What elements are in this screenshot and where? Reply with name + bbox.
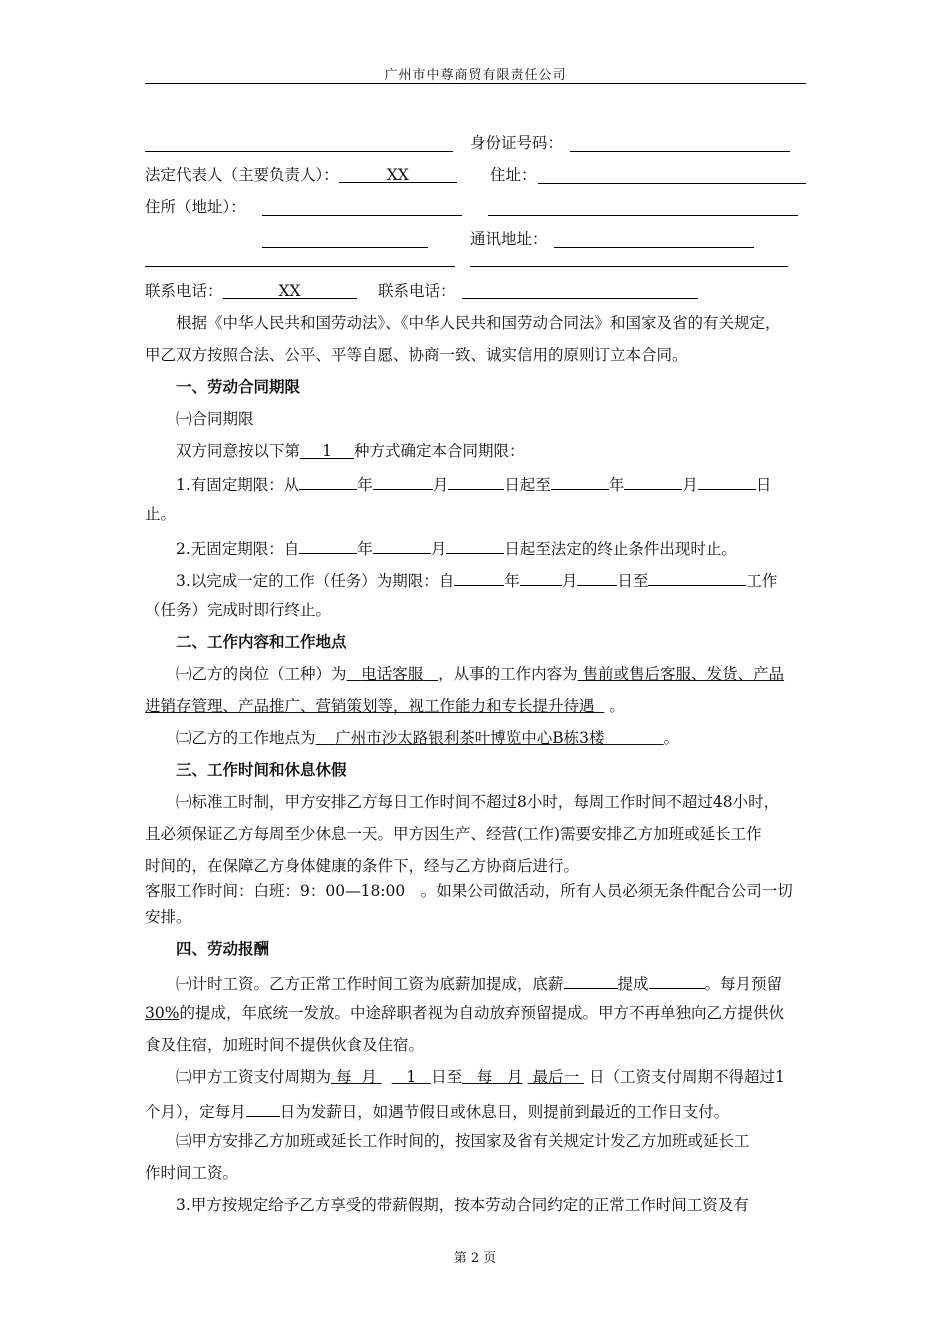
id-number-label: 身份证号码：: [470, 134, 564, 152]
pay-month: 月: [361, 1068, 377, 1086]
place-value: 广州市沙太路银利茶叶博览中心B栋3楼: [335, 729, 605, 747]
commission-field[interactable]: [649, 970, 705, 989]
fixed-from-year[interactable]: [299, 471, 357, 490]
blank-line-a[interactable]: [145, 266, 455, 267]
id-number-blank[interactable]: [570, 151, 790, 152]
pay-cycle-label: ㈡甲方工资支付周期为: [176, 1068, 332, 1086]
task-from-year[interactable]: [454, 567, 504, 586]
pay-cycle-tail: 日（工资支付周期不得超过1: [588, 1068, 785, 1086]
day-from-text: 日起至: [504, 476, 551, 494]
content-value-2: 进销存管理、产品推广、营销策划等，视工作能力和专长提升待遇: [145, 697, 595, 715]
fixed-to-year[interactable]: [551, 471, 609, 490]
task-from-month[interactable]: [520, 567, 562, 586]
month-text: 月: [561, 572, 578, 590]
content-row-2: [145, 695, 625, 717]
content-label: ，从事的工作内容为: [438, 665, 578, 683]
phone-field-a[interactable]: XX: [223, 280, 357, 299]
day-text: 日: [755, 476, 772, 494]
year-text: 年: [608, 476, 625, 494]
section1-title: 一、劳动合同期限: [176, 377, 301, 396]
page-number: 第 2 页: [453, 1251, 497, 1266]
legal-rep-label: 法定代表人（主要负责人）：: [145, 166, 339, 184]
domicile-label: 住所（地址）：: [145, 198, 246, 216]
domicile-blank[interactable]: [262, 215, 462, 216]
work-text: 工作: [746, 572, 778, 590]
wage-text-a: ㈠计时工资。乙方正常工作时间工资为底薪加提成，底薪: [176, 975, 564, 993]
mailing-address-label: 通讯地址：: [470, 230, 548, 248]
fixed-from-month[interactable]: [373, 471, 433, 490]
legal-rep-field[interactable]: XX: [339, 164, 457, 183]
section4-title: 四、劳动报酬: [176, 939, 270, 958]
payday-field[interactable]: [246, 1098, 280, 1117]
task-from-day[interactable]: [577, 567, 617, 586]
intro-line-1: 根据《中华人民共和国劳动法》、《中华人民共和国劳动合同法》和国家及省的有关规定，: [176, 314, 781, 332]
payday-row: [145, 1098, 729, 1123]
post-value: 电话客服: [361, 665, 424, 683]
day-to-text: 日至: [617, 572, 649, 590]
pay-cycle-last-field[interactable]: [528, 1068, 584, 1086]
hours-para-line-3: 时间的，在保障乙方身体健康的条件下，经与乙方协商后进行。: [145, 857, 580, 875]
pay-day-to: 日至: [431, 1068, 463, 1086]
domicile-blank-2[interactable]: [262, 247, 428, 248]
open-from-year[interactable]: [299, 535, 357, 554]
open-term-label: 2.无固定期限：自: [176, 540, 300, 558]
task-term-end: （任务）完成时即行终止。: [145, 601, 332, 619]
address-blank[interactable]: [538, 183, 806, 184]
content-value-1: 售前或售后客服、发货、产品: [582, 665, 785, 683]
year-text: 年: [504, 572, 520, 590]
place-row: [176, 727, 679, 749]
year-text: 年: [357, 476, 373, 494]
fixed-to-day[interactable]: [698, 471, 756, 490]
fixed-term-row: [176, 471, 771, 496]
wage-row-1: [176, 970, 782, 995]
address-label: 住址：: [490, 166, 537, 184]
pay-every: 每: [335, 1068, 352, 1086]
domicile-blank-b[interactable]: [488, 215, 798, 216]
payday-label: 个月），定每月: [145, 1103, 246, 1121]
section1-sub1: ㈠合同期限: [176, 410, 254, 428]
pay-cycle-from-field[interactable]: [331, 1068, 382, 1086]
post-field[interactable]: [347, 665, 439, 683]
pay-month-2: 月: [507, 1068, 523, 1086]
header-divider: [145, 83, 806, 84]
place-field[interactable]: [316, 729, 664, 747]
phone-blank-b[interactable]: [462, 298, 698, 299]
task-term-row: [176, 567, 777, 592]
wage-text-d: 的提成，年底统一发放。中途辞职者视为自动放弃预留提成。甲方不再单独向乙方提供伙: [179, 1004, 784, 1022]
content-field-2[interactable]: [145, 697, 604, 715]
wage-row-3: 食及住宿，加班时间不提供伙食及住宿。: [145, 1036, 425, 1054]
term-choice-pre: 双方同意按以下第: [176, 442, 301, 460]
pay-cycle-to-field[interactable]: [462, 1068, 523, 1086]
name-blank[interactable]: [145, 151, 453, 152]
year-text: 年: [357, 540, 373, 558]
pay-every-2: 每: [476, 1068, 493, 1086]
blank-line-b[interactable]: [470, 266, 788, 267]
month-text: 月: [430, 540, 447, 558]
wage-text-c: 。每月预留: [704, 975, 783, 993]
month-text: 月: [432, 476, 449, 494]
post-label: ㈠乙方的岗位（工种）为: [176, 665, 347, 683]
place-label: ㈡乙方的工作地点为: [176, 729, 316, 747]
phone-row-a: [145, 280, 357, 302]
pay-last: 最后一: [532, 1068, 580, 1086]
cs-hours-line-1: 客服工作时间：白班：9：00—18:00 。如果公司做活动，所有人员必须无条件配合公司一切: [145, 882, 793, 900]
cs-hours-line-2: 安排。: [145, 908, 192, 926]
intro-line-2: 甲乙双方按照合法、公平、平等自愿、协商一致、诚实信用的原则订立本合同。: [145, 346, 688, 364]
term-choice-post: 种方式确定本合同期限：: [354, 442, 525, 460]
content-period: 。: [609, 697, 625, 715]
post-row: [176, 663, 784, 685]
hours-para-line-2: 且必须保证乙方每周至少休息一天。甲方因生产、经营(工作)需要安排乙方加班或延长工作: [145, 825, 762, 843]
fixed-term-label: 1.有固定期限：从: [176, 476, 300, 494]
wage-row-2: [145, 1002, 784, 1024]
term-choice-field[interactable]: 1: [300, 440, 354, 459]
fixed-term-stop: 止。: [145, 505, 177, 523]
overtime-line-1: ㈢甲方安排乙方加班或延长工作时间的，按国家及省有关规定计发乙方加班或延长工: [176, 1132, 750, 1150]
term-choice-row: [176, 440, 525, 462]
paid-leave-line-1: 3.甲方按规定给予乙方享受的带薪假期，按本劳动合同约定的正常工作时间工资及有: [176, 1196, 749, 1214]
hours-para-line-1: ㈠标准工时制，甲方安排乙方每日工作时间不超过8小时，每周工作时间不超过48小时，: [176, 793, 780, 811]
pay-day-one: 1: [406, 1068, 417, 1086]
section2-title: 二、工作内容和工作地点: [176, 632, 347, 651]
task-term-label: 3.以完成一定的工作（任务）为期限：自: [176, 572, 455, 590]
open-term-row: [176, 535, 737, 560]
overtime-line-2: 作时间工资。: [145, 1164, 239, 1182]
section3-title: 三、工作时间和休息休假: [176, 760, 347, 779]
open-from-day[interactable]: [446, 535, 504, 554]
phone-label-b: 联系电话：: [378, 282, 456, 300]
mailing-address-blank[interactable]: [554, 247, 754, 248]
place-period: 。: [663, 729, 680, 747]
phone-label-a: 联系电话：: [145, 282, 223, 300]
legal-rep-row: [145, 164, 457, 186]
content-field-1[interactable]: [578, 665, 784, 683]
open-term-post: 日起至法定的终止条件出现时止。: [504, 540, 737, 558]
fixed-from-day[interactable]: [448, 471, 504, 490]
company-header: 广州市中尊商贸有限责任公司: [384, 68, 567, 83]
wage-text-b: 提成: [617, 975, 649, 993]
base-salary-field[interactable]: [564, 970, 618, 989]
month-text: 月: [682, 476, 698, 494]
reserve-percent: 30%: [145, 1004, 180, 1022]
open-from-month[interactable]: [373, 535, 431, 554]
fixed-to-month[interactable]: [624, 471, 682, 490]
payday-text: 日为发薪日，如遇节假日或休息日，则提前到最近的工作日支付。: [279, 1103, 730, 1121]
pay-cycle-day-field[interactable]: [392, 1068, 431, 1086]
pay-cycle-row: [176, 1066, 785, 1088]
task-name-field[interactable]: [648, 567, 746, 586]
